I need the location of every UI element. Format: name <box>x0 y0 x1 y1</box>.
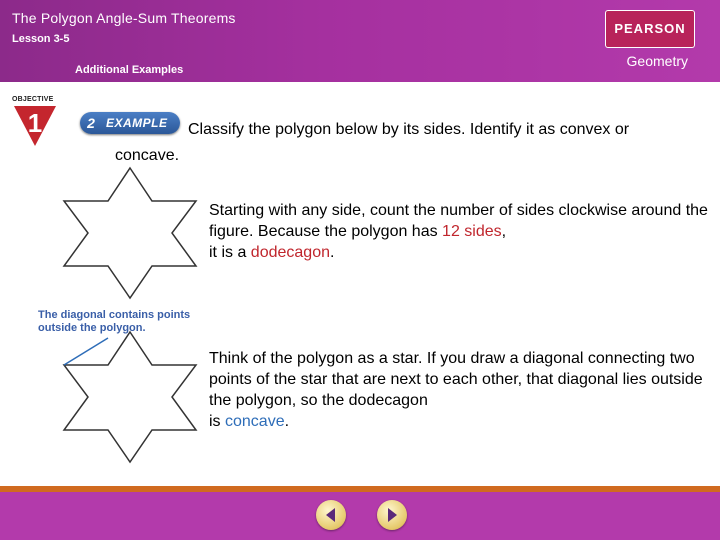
para1-period: . <box>329 244 335 261</box>
objective-badge <box>12 96 58 148</box>
slide-title: The Polygon Angle-Sum Theorems <box>12 10 236 26</box>
callout-line-1: The diagonal contains points <box>38 309 191 321</box>
example-number: 2 <box>87 115 95 131</box>
prompt-line-1: Classify the polygon below by its sides. Identify it as convex or <box>188 121 630 138</box>
section-label: Additional Examples <box>75 64 184 76</box>
footer-bar <box>0 486 720 540</box>
callout-line-2: outside the polygon. <box>38 322 146 334</box>
next-button[interactable] <box>377 500 407 530</box>
prompt-line-2: concave. <box>115 147 180 164</box>
footer-accent-stripe <box>0 486 720 492</box>
para2-text: Think of the polygon as a star. If you draw a diagonal connecting two points of the star that are next to each other, that diagonal lies outside the polygon, so the dodecagon <box>209 350 703 409</box>
pearson-logo <box>605 10 695 48</box>
objective-number: 1 <box>27 108 43 138</box>
para2-period: . <box>284 413 290 430</box>
sides-count-highlight: 12 sides <box>442 223 502 240</box>
para1-text-2: it is a <box>209 244 251 261</box>
explanation-sides <box>209 200 709 263</box>
para1-text: Starting with any side, count the number of sides clockwise around the figure. Because the polygon has <box>209 202 708 240</box>
example-badge <box>80 112 180 134</box>
para2-text-2: is <box>209 413 225 430</box>
objective-shield-icon <box>12 96 58 148</box>
dodecagon-highlight: dodecagon <box>250 244 330 261</box>
left-arrow-icon <box>316 500 346 530</box>
subject-label: Geometry <box>626 53 688 69</box>
diagonal-line <box>64 338 108 365</box>
lesson-label: Lesson 3-5 <box>12 33 70 45</box>
prev-button[interactable] <box>316 500 346 530</box>
para1-comma: , <box>501 223 507 240</box>
objective-label: OBJECTIVE <box>12 96 54 103</box>
concave-highlight: concave <box>225 413 285 430</box>
example-label: EXAMPLE <box>106 116 168 130</box>
right-arrow-icon <box>377 500 407 530</box>
star-polygon-bottom <box>60 330 200 464</box>
brand-text: PEARSON <box>614 21 686 36</box>
star-polygon-top <box>60 166 200 300</box>
explanation-concave <box>209 348 709 432</box>
header-bar <box>0 0 720 82</box>
